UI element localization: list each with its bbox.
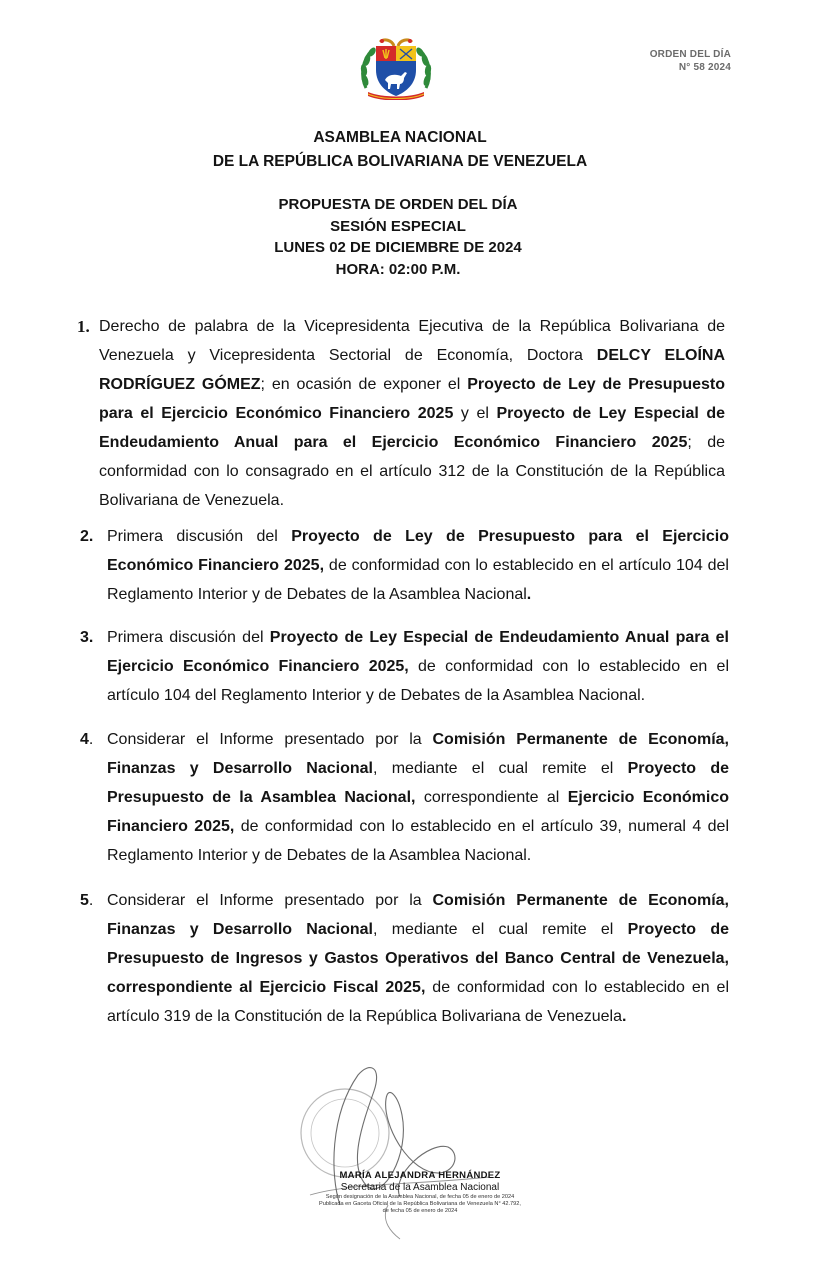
- institution-heading: [0, 126, 800, 174]
- proposal-heading: [0, 194, 796, 280]
- item-text-run: de conformidad con lo establecido en el artículo 104 del Reglamento Interior y de Debates de la Asamblea Nacional: [107, 557, 729, 603]
- order-number: N° 58 2024: [678, 62, 731, 73]
- signatory-title: Secretaria de la Asamblea Nacional: [340, 1182, 500, 1193]
- item-text-bold-run: Proyecto de Ley de Presupuesto para el Ejercicio Económico Financiero 2025,: [107, 528, 729, 574]
- item-text-bold-run: Comisión Permanente de Economía, Finanzas y Desarrollo Nacional: [107, 892, 729, 938]
- order-label: ORDEN DEL DÍA: [649, 49, 731, 60]
- item-number: [80, 725, 93, 754]
- item-text: [107, 629, 729, 704]
- item-text: [107, 731, 729, 864]
- item-text-run: Considerar el Informe presentado por la: [107, 731, 433, 748]
- item-text-run: Primera discusión del: [107, 528, 292, 545]
- item-text-bold-run: Comisión Permanente de Economía, Finanzas y Desarrollo Nacional: [107, 731, 729, 777]
- item-number-digit: 4: [80, 731, 89, 748]
- item-number: 1.: [77, 317, 90, 336]
- coat-of-arms-icon: [358, 36, 434, 100]
- item-text-run: y el: [453, 405, 497, 422]
- item-number-suffix: .: [88, 892, 94, 909]
- signature-block: [270, 1055, 570, 1245]
- item-text-bold-run: Proyecto de Ley de Presupuesto para el Ejercicio Económico Financiero 2025: [99, 376, 726, 422]
- item-text: [107, 528, 729, 603]
- agenda-item: [77, 312, 726, 515]
- designation-note: Según designación de la Asamblea Nacional, de fecha 05 de enero de 2024: [325, 1194, 515, 1200]
- signatory-name: MARÍA ALEJANDRA HERNÁNDEZ: [339, 1170, 501, 1181]
- item-text-run: Derecho de palabra de la Vicepresidenta Ejecutiva de la República Bolivariana de Venezuela y Vicepresidenta Sectorial de Economía, Doctora: [99, 318, 725, 364]
- item-number: [80, 886, 93, 915]
- gazette-date-note: de fecha 05 de enero de 2024: [382, 1208, 458, 1214]
- item-text-run: Primera discusión del: [107, 629, 270, 646]
- item-text-run: ; en ocasión de exponer el: [260, 376, 468, 393]
- item-text: [99, 318, 725, 509]
- item-text-run: correspondiente al: [415, 789, 568, 806]
- proposal-line-4: HORA: 02:00 P.M.: [335, 260, 461, 278]
- institution-line-1: ASAMBLEA NACIONAL: [313, 129, 487, 146]
- item-text: [107, 892, 729, 1025]
- item-text-run: de conformidad con lo establecido en el artículo 104 del Reglamento Interior y de Debates de la Asamblea Nacional.: [107, 658, 730, 704]
- item-text-bold-run: Proyecto de Presupuesto de Ingresos y Gastos Operativos del Banco Central de Venezuela, correspondiente al Ejercicio Fiscal 2025,: [107, 921, 730, 996]
- signature-stamp-icon: [270, 1055, 570, 1245]
- item-text-run: ; de conformidad con lo consagrado en el artículo 312 de la Constitución de la República Bolivariana de Venezuela.: [99, 434, 725, 509]
- proposal-line-1: PROPUESTA DE ORDEN DEL DÍA: [278, 196, 518, 213]
- item-text-bold-run: Proyecto de Presupuesto de la Asamblea Nacional,: [107, 760, 730, 806]
- item-text-run: , mediante el cual remite el: [373, 760, 628, 777]
- proposal-line-3: LUNES 02 DE DICIEMBRE DE 2024: [274, 239, 522, 256]
- item-text-run: de conformidad con lo establecido en el artículo 319 de la Constitución de la República Bolivariana de Venezuela: [107, 979, 729, 1025]
- order-reference: [650, 48, 731, 74]
- item-text-run: de conformidad con lo establecido en el artículo 39, numeral 4 del Reglamento Interior y de Debates de la Asamblea Nacional.: [107, 818, 730, 864]
- proposal-line-2: SESIÓN ESPECIAL: [330, 217, 466, 235]
- item-text-bold-run: DELCY ELOÍNA RODRÍGUEZ GÓMEZ: [99, 347, 725, 393]
- item-text-bold-run: Ejercicio Económico Financiero 2025,: [107, 789, 730, 835]
- item-text-bold-run: Proyecto de Ley Especial de Endeudamiento Anual para el Ejercicio Económico Financiero 2025: [99, 405, 726, 451]
- agenda-item: [80, 886, 730, 1031]
- item-text-bold-run: Proyecto de Ley Especial de Endeudamiento Anual para el Ejercicio Económico Financiero 2025,: [107, 629, 729, 675]
- agenda-item: [80, 522, 729, 609]
- agenda-item: [80, 725, 730, 870]
- item-text-run: , mediante el cual remite el: [373, 921, 628, 938]
- item-text-bold-run: .: [526, 586, 532, 603]
- item-number: 3.: [80, 629, 94, 646]
- item-number: 2.: [80, 528, 94, 545]
- agenda-item: [80, 623, 730, 710]
- item-text-bold-run: .: [622, 1008, 627, 1025]
- item-number-suffix: .: [88, 731, 94, 748]
- item-text-run: Considerar el Informe presentado por la: [107, 892, 433, 909]
- gazette-note: Publicada en Gaceta Oficial de la República Bolivariana de Venezuela N° 42.792,: [319, 1201, 521, 1207]
- institution-line-2: DE LA REPÚBLICA BOLIVARIANA DE VENEZUELA: [212, 153, 588, 170]
- item-number-digit: 5: [80, 892, 89, 909]
